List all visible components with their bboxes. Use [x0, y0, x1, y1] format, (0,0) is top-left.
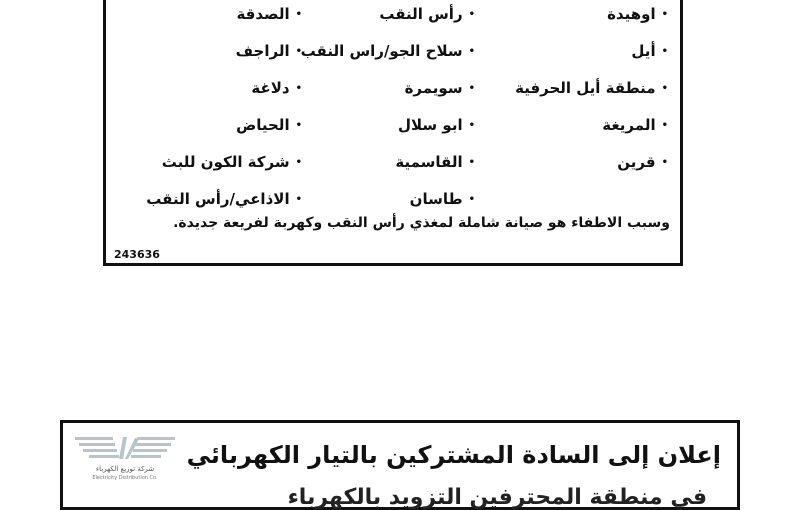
area-item: •الراجف [235, 42, 302, 60]
area-item: •الصدقة [236, 5, 302, 23]
area-column-right [488, 0, 668, 181]
area-item: •اوهيدة [607, 5, 668, 23]
area-item: •دلاغة [251, 79, 302, 97]
outage-reason: وسبب الاطفاء هو صيانة شاملة لمغذي رأس النقب وكهربة لفريعة جديدة. [173, 215, 670, 231]
area-item: •القاسمية [395, 153, 475, 171]
area-item: •شركة الكون للبث [161, 153, 302, 171]
area-item: •الحياض [236, 116, 302, 134]
area-item: •منطقة أيل الحرفية [515, 79, 668, 97]
area-item: •طاسان [409, 190, 475, 208]
ad-reference-code: 243636 [114, 248, 160, 261]
sunburst-logo-icon [75, 433, 175, 465]
area-column-middle [295, 0, 475, 218]
company-logo [75, 433, 175, 489]
announcement-subtitle: في منطقة المحترفين التزويد بالكهرباء [287, 485, 707, 510]
power-outage-notice [103, 0, 683, 266]
logo-text-english: Electricity Distribution Co. [92, 475, 158, 481]
area-item: •المريغة [602, 116, 668, 134]
announcement-title: إعلان إلى السادة المشتركين بالتيار الكهربائي [186, 441, 721, 469]
logo-text-arabic: شركة توزيع الكهرباء [95, 465, 155, 473]
area-item: •ابو سلال [398, 116, 475, 134]
area-item: •الاذاعي/رأس النقب [146, 190, 302, 208]
area-item: •سويمرة [404, 79, 475, 97]
area-column-left [122, 0, 302, 218]
area-item: •سلاح الجو/راس النقب [300, 42, 475, 60]
area-item: •أيل [631, 42, 668, 60]
area-item: •رأس النقب [379, 5, 475, 23]
area-item: •قرين [617, 153, 668, 171]
subscriber-announcement [60, 420, 740, 510]
